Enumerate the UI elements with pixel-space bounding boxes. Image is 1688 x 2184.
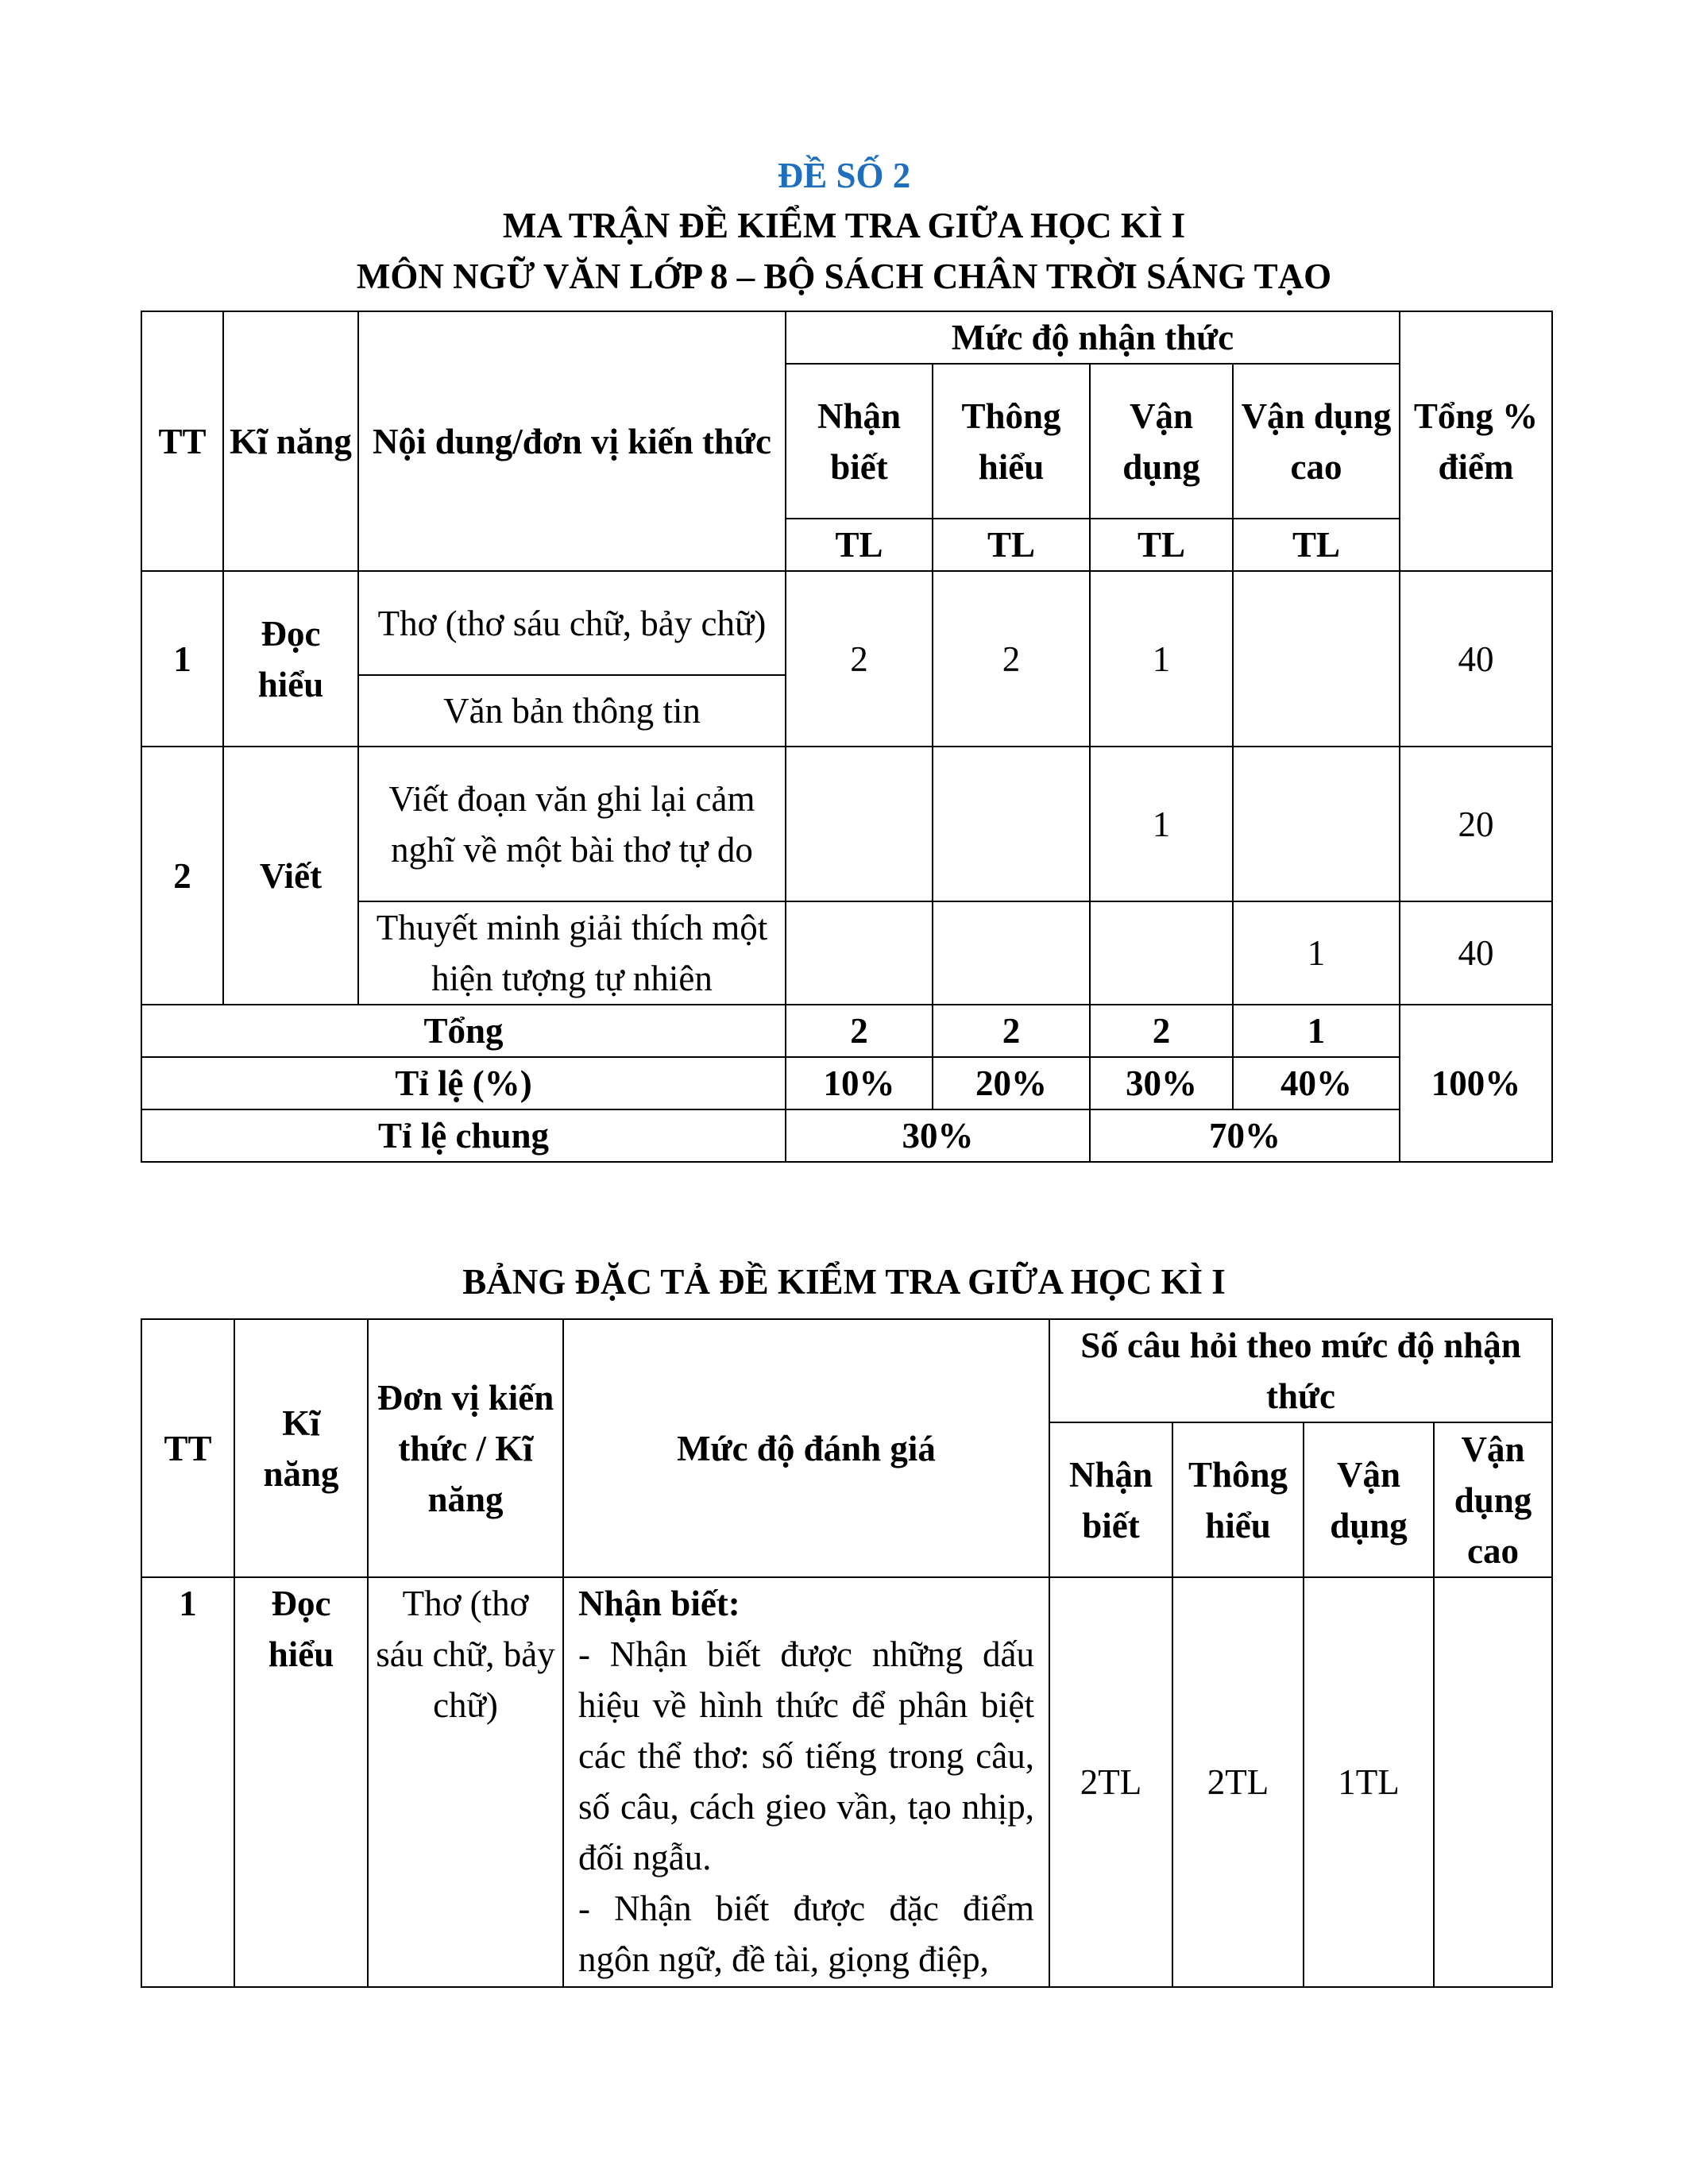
- type-vd: TL: [1090, 519, 1233, 571]
- type-th: TL: [933, 519, 1090, 571]
- type-nb: TL: [786, 519, 933, 571]
- row1-tt: 1: [141, 571, 223, 747]
- spec-row1-nb: 2TL: [1049, 1577, 1172, 1987]
- header-total: Tổng % điểm: [1400, 311, 1552, 571]
- row1-total: 40: [1400, 571, 1552, 747]
- spec-header-tt: TT: [141, 1319, 234, 1577]
- row2-tt: 2: [141, 747, 223, 1005]
- spec-title: BẢNG ĐẶC TẢ ĐỀ KIỂM TRA GIỮA HỌC KÌ I: [462, 1262, 1226, 1302]
- exam-number: ĐỀ SỐ 2: [777, 156, 911, 195]
- ratio-vd: 30%: [1090, 1057, 1233, 1109]
- spec-row1-unit: Thơ (thơ sáu chữ, bảy chữ): [368, 1577, 563, 1987]
- assessment-line-1: - Nhận biết được những dấu hiệu về hình thức để phân biệt các thể thơ: số tiếng trong câu, số câu, cách gieo vần, tạo nhịp, đối ngẫu.: [578, 1634, 1034, 1877]
- row1-nb: 2: [786, 571, 933, 747]
- type-vdc: TL: [1233, 519, 1400, 571]
- sum-nb: 2: [786, 1005, 933, 1057]
- header-nhan-biet: Nhận biết: [786, 364, 933, 519]
- header-van-dung: Vận dụng: [1090, 364, 1233, 519]
- header-tt: TT: [141, 311, 223, 571]
- spec-header-van-dung-cao: Vận dụng cao: [1434, 1422, 1552, 1577]
- row2b-vd: [1090, 901, 1233, 1005]
- ratio-th: 20%: [933, 1057, 1090, 1109]
- row1-content-info: Văn bản thông tin: [358, 675, 786, 747]
- spec-row1-vd: 1TL: [1304, 1577, 1434, 1987]
- spec-header-assessment: Mức độ đánh giá: [563, 1319, 1049, 1577]
- row2a-vdc: [1233, 747, 1400, 901]
- spec-row1-skill: Đọc hiểu: [234, 1577, 368, 1987]
- row2-skill: Viết: [223, 747, 358, 1005]
- ratio-vdc: 40%: [1233, 1057, 1400, 1109]
- spec-row1-assessment: [563, 1577, 1049, 1987]
- row2a-th: [933, 747, 1090, 901]
- spec-header-skill: Kĩ năng: [234, 1319, 368, 1577]
- header-van-dung-cao: Vận dụng cao: [1233, 364, 1400, 519]
- ratio-label: Tỉ lệ (%): [141, 1057, 786, 1109]
- header-thong-hieu: Thông hiểu: [933, 364, 1090, 519]
- spec-header-group: Số câu hỏi theo mức độ nhận thức: [1049, 1319, 1552, 1422]
- overall-recognize: 30%: [786, 1109, 1090, 1162]
- spec-table: [141, 1318, 1553, 1988]
- spec-row1-vdc: [1434, 1577, 1552, 1987]
- sum-vdc: 1: [1233, 1005, 1400, 1057]
- overall-label: Tỉ lệ chung: [141, 1109, 786, 1162]
- matrix-table: [141, 311, 1553, 1163]
- row2b-vdc: 1: [1233, 901, 1400, 1005]
- assessment-heading: Nhận biết:: [578, 1584, 740, 1623]
- spec-header-nhan-biet: Nhận biết: [1049, 1422, 1172, 1577]
- row2a-total: 20: [1400, 747, 1552, 901]
- row2-content-paragraph: Viết đoạn văn ghi lại cảm nghĩ về một bài thơ tự do: [358, 747, 786, 901]
- row1-content-poem: Thơ (thơ sáu chữ, bảy chữ): [358, 571, 786, 675]
- row2b-nb: [786, 901, 933, 1005]
- header-level-group: Mức độ nhận thức: [786, 311, 1400, 364]
- subject-title: MÔN NGỮ VĂN LỚP 8 – BỘ SÁCH CHÂN TRỜI SÁNG TẠO: [356, 257, 1332, 296]
- row2-content-explain: Thuyết minh giải thích một hiện tượng tự nhiên: [358, 901, 786, 1005]
- spec-header-van-dung: Vận dụng: [1304, 1422, 1434, 1577]
- spec-header-thong-hieu: Thông hiểu: [1172, 1422, 1304, 1577]
- row2b-total: 40: [1400, 901, 1552, 1005]
- spec-row1-tt: 1: [141, 1577, 234, 1987]
- row1-vdc: [1233, 571, 1400, 747]
- row1-vd: 1: [1090, 571, 1233, 747]
- header-skill: Kĩ năng: [223, 311, 358, 571]
- sum-th: 2: [933, 1005, 1090, 1057]
- spec-header-unit: Đơn vị kiến thức / Kĩ năng: [368, 1319, 563, 1577]
- matrix-title: MA TRẬN ĐỀ KIỂM TRA GIỮA HỌC KÌ I: [502, 206, 1186, 245]
- ratio-total: 100%: [1400, 1005, 1552, 1162]
- header-content: Nội dung/đơn vị kiến thức: [358, 311, 786, 571]
- spec-row1-th: 2TL: [1172, 1577, 1304, 1987]
- row2a-nb: [786, 747, 933, 901]
- sum-label: Tổng: [141, 1005, 786, 1057]
- assessment-line-2: - Nhận biết được đặc điểm ngôn ngữ, đề tài, giọng điệp,: [578, 1889, 1034, 1979]
- row1-th: 2: [933, 571, 1090, 747]
- sum-vd: 2: [1090, 1005, 1233, 1057]
- row2b-th: [933, 901, 1090, 1005]
- row1-skill: Đọc hiểu: [223, 571, 358, 747]
- row2a-vd: 1: [1090, 747, 1233, 901]
- ratio-nb: 10%: [786, 1057, 933, 1109]
- overall-apply: 70%: [1090, 1109, 1400, 1162]
